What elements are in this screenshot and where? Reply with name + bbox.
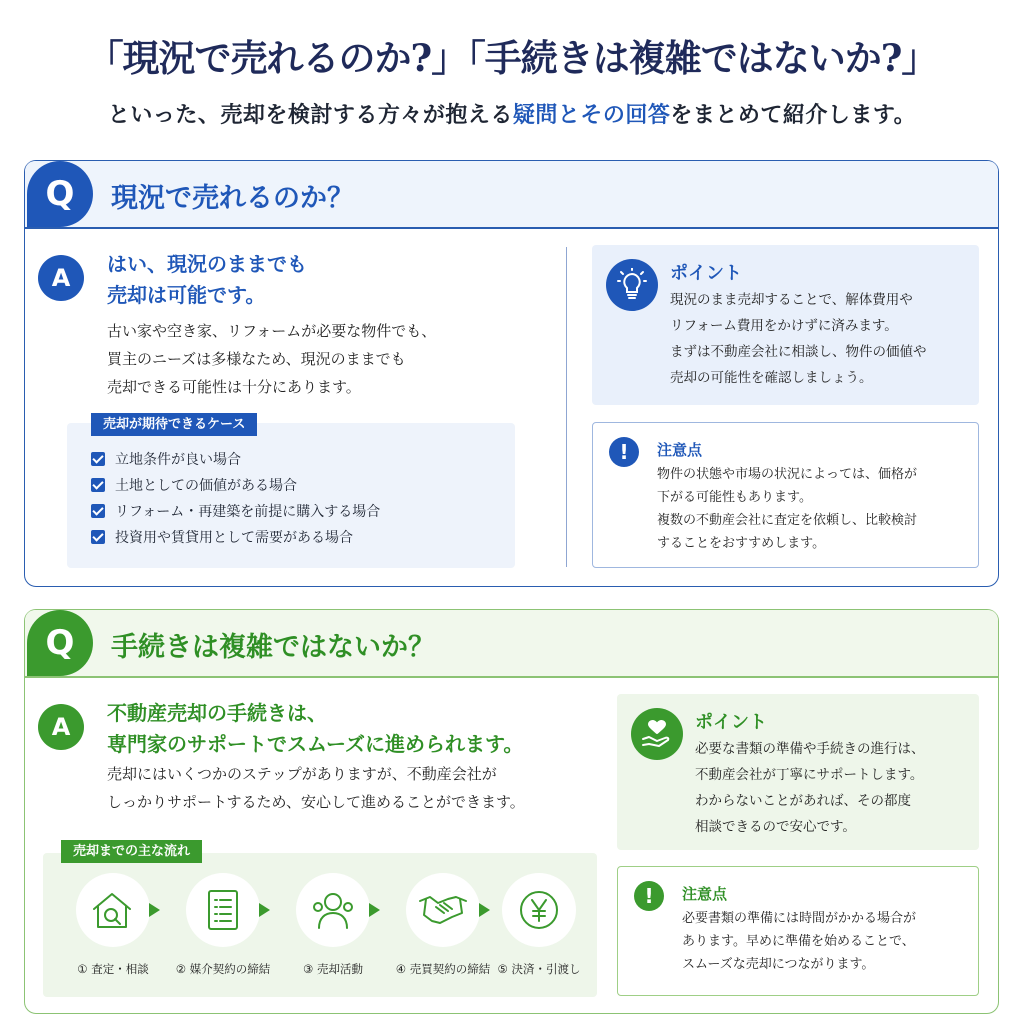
people-icon — [296, 873, 370, 947]
caution-line: することをおすすめします。 — [657, 536, 826, 551]
flow-step — [63, 873, 163, 977]
subtitle-text-before: といった、売却を検討する方々が抱える — [107, 103, 513, 128]
question-text: 手続きは複雑ではないか？ — [111, 632, 435, 663]
a-badge: A — [38, 704, 84, 750]
list-item — [91, 472, 380, 498]
list-item — [91, 498, 380, 524]
answer-heading — [107, 698, 523, 760]
caution-line: あります。早めに準備を始めることで、 — [682, 934, 915, 949]
case-text: 投資用や賃貸用として需要がある場合 — [115, 530, 353, 546]
question-bar — [25, 610, 998, 678]
point-line: 売却の可能性を確認しましょう。 — [670, 370, 873, 386]
caution-line: スムーズな売却につながります。 — [682, 957, 875, 972]
faq-card-procedure — [24, 609, 999, 1014]
point-line: わからないことがあれば、その都度 — [695, 793, 911, 809]
yen-icon — [502, 873, 576, 947]
divider — [566, 247, 567, 567]
flow-step — [393, 873, 493, 977]
arrow-right-icon — [149, 903, 160, 917]
answer-heading-line: はい、現況のままでも — [107, 252, 307, 276]
step-label: ② 媒介契約の締結 — [175, 962, 271, 976]
answer-body — [107, 760, 525, 816]
arrow-right-icon — [369, 903, 380, 917]
answer-body-line: 売却にはいくつかのステップがありますが、不動産会社が — [107, 765, 497, 783]
checkbox-icon — [91, 452, 105, 466]
question-text: 現況で売れるのか？ — [111, 183, 354, 214]
point-line: 現況のまま売却することで、解体費用や — [670, 292, 913, 308]
point-line: 相談できるので安心です。 — [695, 819, 856, 835]
answer-heading — [107, 249, 307, 311]
heart-hand-icon — [631, 708, 683, 760]
cases-list — [91, 446, 380, 550]
flow-step — [489, 873, 589, 977]
caution-box — [592, 422, 979, 568]
caution-body — [682, 907, 916, 976]
answer-heading-line: 専門家のサポートでスムーズに進められます。 — [107, 732, 524, 756]
checkbox-icon — [91, 478, 105, 492]
step-label: ⑤ 決済・引渡し — [497, 962, 581, 976]
lightbulb-icon — [606, 259, 658, 311]
answer-body-line: しっかりサポートするため、安心して進めることができます。 — [107, 793, 525, 811]
page-subtitle — [0, 98, 1024, 129]
point-box — [592, 245, 979, 405]
point-line: 不動産会社が丁寧にサポートします。 — [695, 767, 924, 783]
checkbox-icon — [91, 504, 105, 518]
point-line: まずは不動産会社に相談し、物件の価値や — [670, 344, 927, 360]
answer-body — [107, 317, 436, 401]
point-body — [670, 287, 927, 391]
a-badge: A — [38, 255, 84, 301]
caution-line: 必要書類の準備には時間がかかる場合が — [682, 911, 917, 926]
checkbox-icon — [91, 530, 105, 544]
point-body — [695, 736, 925, 840]
step-label: ④ 売買契約の締結 — [395, 962, 491, 976]
point-box — [617, 694, 979, 850]
handshake-icon — [406, 873, 480, 947]
list-item — [91, 446, 380, 472]
answer-body-line: 売却できる可能性は十分にあります。 — [107, 378, 361, 396]
step-label: ① 査定・相談 — [77, 962, 149, 976]
arrow-right-icon — [259, 903, 270, 917]
q-badge: Q — [27, 610, 93, 676]
exclamation-icon: ! — [634, 881, 664, 911]
exclamation-icon: ! — [609, 437, 639, 467]
caution-line: 複数の不動産会社に査定を依頼し、比較検討 — [657, 513, 918, 528]
flow-step — [173, 873, 273, 977]
answer-body-line: 買主のニーズは多様なため、現況のままでも — [107, 350, 406, 368]
caution-body — [657, 463, 917, 555]
point-title: ポイント — [670, 263, 742, 284]
subtitle-highlight: 疑問とその回答 — [512, 103, 671, 128]
house-search-icon — [76, 873, 150, 947]
page-title: 「現況で売れるのか?」「手続きは複雑ではないか?」 — [86, 36, 938, 80]
case-text: リフォーム・再建築を前提に購入する場合 — [115, 504, 381, 520]
caution-line: 下がる可能性もあります。 — [657, 490, 812, 505]
step-label: ③ 売却活動 — [303, 962, 363, 976]
answer-body-line: 古い家や空き家、リフォームが必要な物件でも、 — [107, 322, 437, 340]
point-line: リフォーム費用をかけずに済みます。 — [670, 318, 898, 334]
subtitle-text-after: をまとめて紹介します。 — [670, 103, 917, 128]
document-icon — [186, 873, 260, 947]
answer-heading-line: 売却は可能です。 — [107, 283, 266, 307]
point-line: 必要な書類の準備や手続きの進行は、 — [695, 741, 925, 757]
caution-box — [617, 866, 979, 996]
cases-label: 売却が期待できるケース — [91, 413, 257, 436]
caution-title: 注意点 — [682, 885, 728, 903]
question-bar — [25, 161, 998, 229]
caution-title: 注意点 — [657, 441, 703, 459]
caution-line: 物件の状態や市場の状況によっては、価格が — [657, 467, 918, 482]
list-item — [91, 524, 380, 550]
point-title: ポイント — [695, 712, 767, 733]
case-text: 立地条件が良い場合 — [115, 452, 241, 468]
case-text: 土地としての価値がある場合 — [115, 478, 297, 494]
flow-label: 売却までの主な流れ — [61, 840, 202, 863]
flow-step — [283, 873, 383, 977]
answer-heading-line: 不動産売却の手続きは、 — [107, 701, 327, 725]
faq-card-current-condition — [24, 160, 999, 587]
q-badge: Q — [27, 161, 93, 227]
